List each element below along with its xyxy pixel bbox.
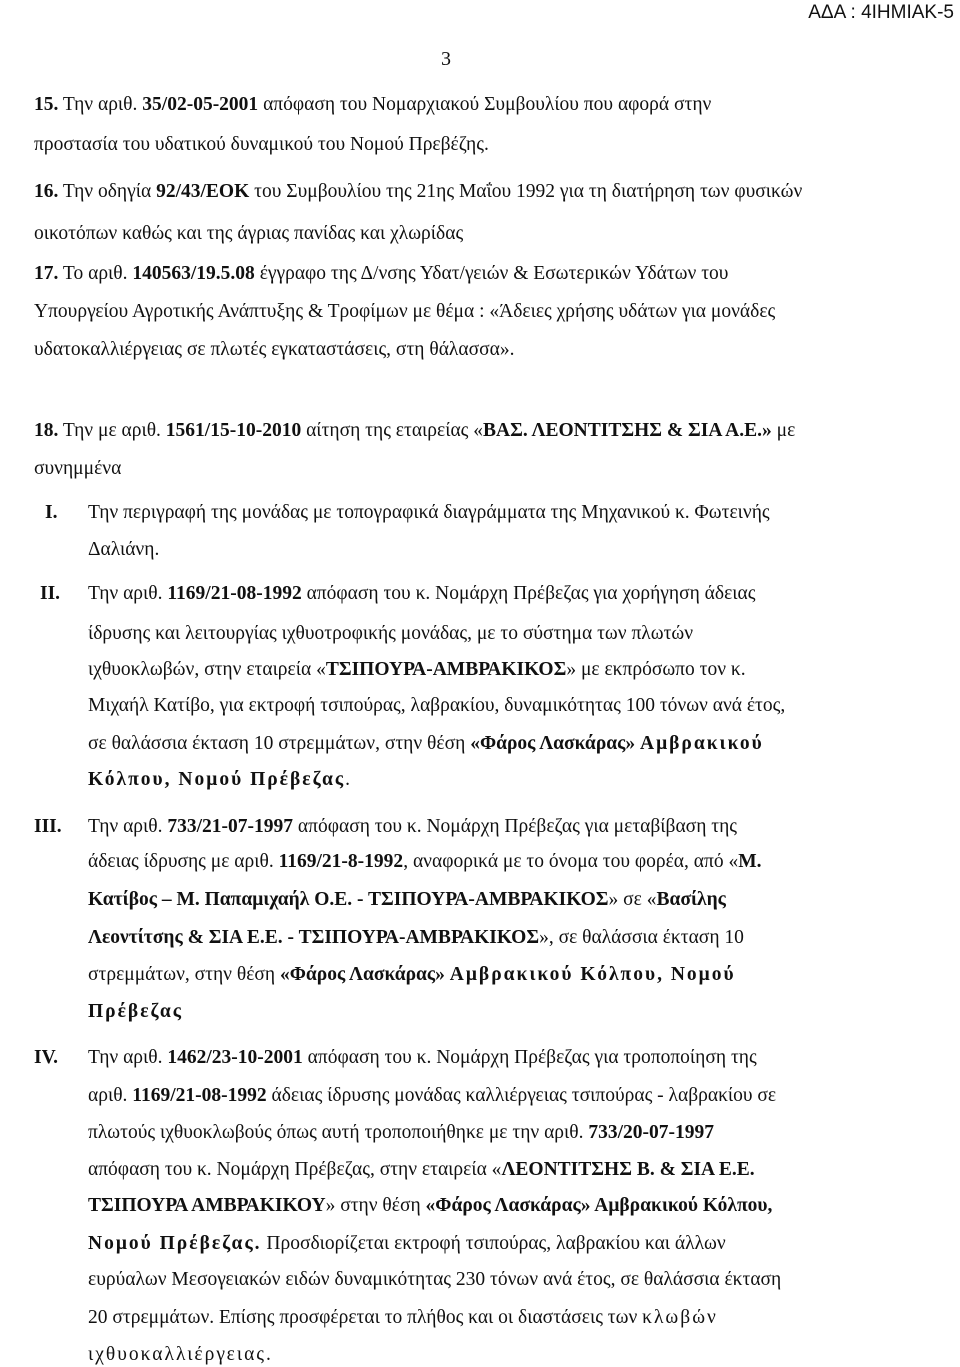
text: κλωβών bbox=[642, 1307, 718, 1328]
line bbox=[88, 850, 761, 874]
company-name: ΤΣΙΠΟΥΡΑ ΑΜΒΡΑΚΙΚΟΥ bbox=[88, 1195, 326, 1216]
document-code: ΑΔΑ : 4ΙΗΜΙΑΚ-5 bbox=[808, 2, 954, 23]
text: απόφαση του κ. Νομάρχη Πρέβεζας για χορήγηση άδειας bbox=[301, 583, 756, 604]
text: σε θαλάσσια έκταση 10 στρεμμάτων, στην θέση bbox=[88, 733, 471, 754]
text: έγγραφο της Δ/νσης Υδατ/γειών & Εσωτερικών Υδάτων του bbox=[254, 263, 729, 284]
line: Υπουργείου Αγροτικής Ανάπτυξης & Τροφίμων με θέμα : «Άδειες χρήσης υδάτων για μονάδες bbox=[34, 301, 776, 322]
company-name: Μ. bbox=[738, 851, 762, 872]
text: άδειας ίδρυσης μονάδας καλλιέργειας τσιπούρας - λαβρακίου σε bbox=[266, 1085, 777, 1106]
line bbox=[34, 93, 711, 117]
document-number: 140563/19.5.08 bbox=[132, 263, 255, 284]
line bbox=[88, 926, 744, 950]
location: «Φάρος Λασκάρας» Αμβρακικού Κόλπου, bbox=[425, 1195, 773, 1216]
decision-number: 1169/21-08-1992 bbox=[167, 583, 302, 604]
text: » με εκπρόσωπο τον κ. bbox=[566, 659, 746, 680]
location: Πρέβεζας bbox=[88, 1001, 184, 1022]
item-number: 18. bbox=[34, 420, 59, 441]
line bbox=[88, 1158, 755, 1182]
decision-number: 1169/21-08-1992 bbox=[132, 1085, 267, 1106]
line bbox=[88, 963, 736, 987]
line: ευρύαλων Μεσογειακών ειδών δυναμικότητας 230 τόνων ανά έτος, σε θαλάσσια έκταση bbox=[88, 1269, 782, 1290]
text: απόφαση του Νομαρχιακού Συμβουλίου που αφορά στην bbox=[258, 94, 712, 115]
text: », σε θαλάσσια έκταση 10 bbox=[539, 927, 744, 948]
line bbox=[88, 768, 350, 792]
text: απόφαση του κ. Νομάρχη Πρέβεζας για μεταβίβαση της bbox=[293, 816, 738, 837]
location: Αμβρακικού bbox=[639, 733, 764, 754]
text: του Συμβουλίου της 21ης Μαΐου 1992 για τη διατήρηση των φυσικών bbox=[249, 181, 803, 202]
location: Νομού Πρέβεζας. bbox=[88, 1233, 262, 1254]
text: στρεμμάτων, στην θέση bbox=[88, 964, 280, 985]
line bbox=[34, 419, 795, 443]
line bbox=[88, 1046, 757, 1070]
decision-number: 733/21-07-1997 bbox=[167, 816, 294, 837]
line: Την περιγραφή της μονάδας με τοπογραφικά διαγράμματα της Μηχανικού κ. Φωτεινής bbox=[88, 502, 770, 523]
company-name: ΒΑΣ. ΛΕΟΝΤΙΤΣΗΣ & ΣΙΑ Α.Ε.» bbox=[483, 420, 772, 441]
line: Δαλιάνη. bbox=[88, 539, 160, 560]
item-number: 17. bbox=[34, 263, 59, 284]
line bbox=[88, 1306, 718, 1330]
text: αίτηση της εταιρείας « bbox=[301, 420, 484, 441]
line bbox=[88, 582, 755, 606]
text: με bbox=[771, 420, 796, 441]
text: πλωτούς ιχθυοκλωβούς όπως αυτή τροποποιήθηκε με την αριθ. bbox=[88, 1122, 589, 1143]
decision-number: 1169/21-8-1992 bbox=[278, 851, 404, 872]
item-number: 16. bbox=[34, 181, 59, 202]
roman-numeral: IV. bbox=[34, 1047, 59, 1068]
line bbox=[88, 815, 737, 839]
company-name: ΛΕΟΝΤΙΤΣΗΣ Β. & ΣΙΑ Ε.Ε. bbox=[501, 1159, 755, 1180]
line bbox=[88, 1121, 714, 1145]
text: αριθ. bbox=[88, 1085, 133, 1106]
text: απόφαση του κ. Νομάρχη Πρέβεζας, στην εταιρεία « bbox=[88, 1159, 502, 1180]
text: , αναφορικά με το όνομα του φορέα, από « bbox=[403, 851, 739, 872]
text: ιχθυοκαλλιέργειας. bbox=[88, 1344, 273, 1365]
decision-number: 733/20-07-1997 bbox=[588, 1122, 715, 1143]
location: «Φάρος Λασκάρας» bbox=[279, 964, 450, 985]
text: » σε « bbox=[608, 889, 657, 910]
text: » στην θέση bbox=[325, 1195, 426, 1216]
text: Την οδηγία bbox=[62, 181, 157, 202]
line: προστασία του υδατικού δυναμικού του Νομού Πρεβέζης. bbox=[34, 134, 489, 155]
company-name: ΤΣΙΠΟΥΡΑ-ΑΜΒΡΑΚΙΚΟΣ bbox=[325, 659, 567, 680]
line: οικοτόπων καθώς και της άγριας πανίδας και χλωρίδας bbox=[34, 223, 464, 244]
location: Αμβρακικού Κόλπου, Νομού bbox=[449, 964, 736, 985]
roman-numeral: III. bbox=[34, 816, 62, 837]
line bbox=[34, 180, 802, 204]
text: Την αριθ. bbox=[88, 583, 168, 604]
decision-number: 35/02-05-2001 bbox=[142, 94, 259, 115]
line bbox=[88, 1000, 183, 1024]
page-number: 3 bbox=[441, 48, 451, 70]
text: . bbox=[345, 769, 350, 790]
text: ιχθυοκλωβών, στην εταιρεία « bbox=[88, 659, 326, 680]
company-name: Λεοντίτσης & ΣΙΑ Ε.Ε. - ΤΣΙΠΟΥΡΑ-ΑΜΒΡΑΚΙΚΟΣ bbox=[88, 927, 540, 948]
line: υδατοκαλλιέργειας σε πλωτές εγκαταστάσεις, στη θάλασσα». bbox=[34, 339, 515, 360]
line: ίδρυσης και λειτουργίας ιχθυοτροφικής μονάδας, με το σύστημα των πλωτών bbox=[88, 623, 694, 644]
text: Την αριθ. bbox=[62, 94, 143, 115]
item-number: 15. bbox=[34, 94, 59, 115]
text: Την αριθ. bbox=[88, 816, 168, 837]
decision-number: 1462/23-10-2001 bbox=[167, 1047, 303, 1068]
line bbox=[88, 1084, 776, 1108]
text: Προσδιορίζεται εκτροφή τσιπούρας, λαβρακίου και άλλων bbox=[261, 1233, 726, 1254]
line bbox=[88, 1194, 772, 1218]
company-name: Βασίλης bbox=[656, 889, 726, 910]
text: Την αριθ. bbox=[88, 1047, 168, 1068]
line bbox=[34, 262, 728, 286]
line bbox=[88, 1232, 726, 1256]
text: Την με αριθ. bbox=[62, 420, 166, 441]
roman-numeral: I. bbox=[45, 502, 58, 523]
text: απόφαση του κ. Νομάρχη Πρέβεζας για τροποποίηση της bbox=[302, 1047, 757, 1068]
line bbox=[88, 1343, 273, 1367]
roman-numeral: II. bbox=[40, 583, 61, 604]
text: άδειας ίδρυσης με αριθ. bbox=[88, 851, 279, 872]
directive-number: 92/43/ΕΟΚ bbox=[156, 181, 250, 202]
company-name: Κατίβος – Μ. Παπαμιχαήλ Ο.Ε. - ΤΣΙΠΟΥΡΑ-ΑΜΒΡΑΚΙΚΟΣ bbox=[88, 889, 609, 910]
line bbox=[88, 658, 746, 682]
line: συνημμένα bbox=[34, 458, 122, 479]
line: Μιχαήλ Κατίβο, για εκτροφή τσιπούρας, λαβρακίου, δυναμικότητας 100 τόνων ανά έτος, bbox=[88, 695, 786, 716]
text: Το αριθ. bbox=[62, 263, 133, 284]
location: Κόλπου, Νομού Πρέβεζας bbox=[88, 769, 346, 790]
application-number: 1561/15-10-2010 bbox=[165, 420, 302, 441]
line bbox=[88, 732, 764, 756]
text: 20 στρεμμάτων. Επίσης προσφέρεται το πλήθος και οι διαστάσεις των bbox=[88, 1307, 643, 1328]
line bbox=[88, 888, 726, 912]
location: «Φάρος Λασκάρας» bbox=[470, 733, 640, 754]
